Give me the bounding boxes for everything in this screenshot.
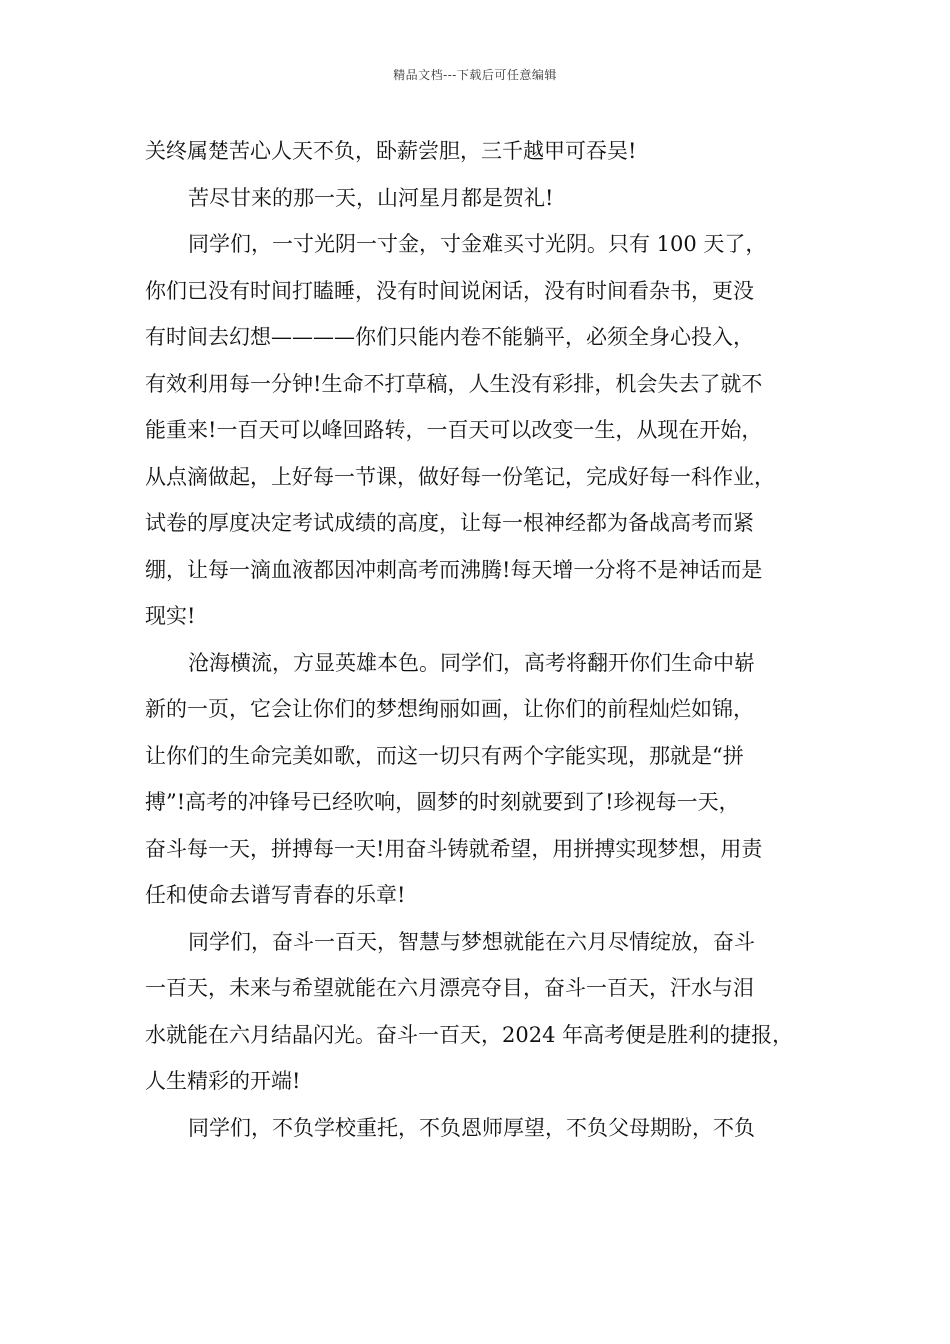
text-line: 让你们的生命完美如歌，而这一切只有两个字能实现，那就是“拼 xyxy=(145,743,744,768)
text-line: 任和使命去谱写青春的乐章! xyxy=(145,883,406,907)
text-line: 能重来!一百天可以峰回路转，一百天可以改变一生，从现在开始， xyxy=(145,418,763,442)
page-header: 精品文档---下载后可任意编辑 xyxy=(393,68,557,82)
text-line: 有效利用每一分钟!生命不打草稿，人生没有彩排，机会失去了就不 xyxy=(145,371,763,396)
text-line: 水就能在六月结晶闪光。奋斗一百天，2024 年高考便是胜利的捷报， xyxy=(145,1022,794,1047)
text-line: 一百天，未来与希望就能在六月漂亮夺目，奋斗一百天，汗水与泪 xyxy=(145,976,754,1000)
text-line: 人生精彩的开端! xyxy=(145,1069,301,1093)
text-line: 同学们，不负学校重托，不负恩师厚望，不负父母期盼，不负 xyxy=(188,1115,755,1140)
text-line: 同学们，奋斗一百天，智慧与梦想就能在六月尽情绽放，奋斗 xyxy=(188,929,755,954)
text-line: 关终属楚苦心人天不负，卧薪尝胆，三千越甲可吞吴! xyxy=(145,139,637,163)
text-line: 苦尽甘来的那一天，山河星月都是贺礼! xyxy=(188,185,554,210)
text-line: 奋斗每一天，拼搏每一天!用奋斗铸就希望，用拼搏实现梦想，用责 xyxy=(145,836,763,861)
text-line: 现实! xyxy=(145,604,196,628)
text-line: 新的一页，它会让你们的梦想绚丽如画，让你们的前程灿烂如锦， xyxy=(145,697,754,721)
text-line: 搏”!高考的冲锋号已经吹响，圆梦的时刻就要到了!珍视每一天， xyxy=(145,790,740,814)
text-line: 试卷的厚度决定考试成绩的高度，让每一根神经都为备战高考而紧 xyxy=(145,511,754,535)
text-line: 有时间去幻想————你们只能内卷不能躺平，必须全身心投入， xyxy=(145,325,754,349)
text-line: 同学们，一寸光阴一寸金，寸金难买寸光阴。只有 100 天了， xyxy=(188,232,767,256)
text-line: 绷，让每一滴血液都因冲刺高考而沸腾!每天增一分将不是神话而是 xyxy=(145,557,763,582)
text-line: 从点滴做起，上好每一节课，做好每一份笔记，完成好每一科作业， xyxy=(145,464,775,489)
text-line: 你们已没有时间打瞌睡，没有时间说闲话，没有时间看杂书，更没 xyxy=(145,278,754,303)
text-line: 沧海横流，方显英雄本色。同学们，高考将翻开你们生命中崭 xyxy=(188,650,755,675)
document-body xyxy=(145,128,821,1151)
